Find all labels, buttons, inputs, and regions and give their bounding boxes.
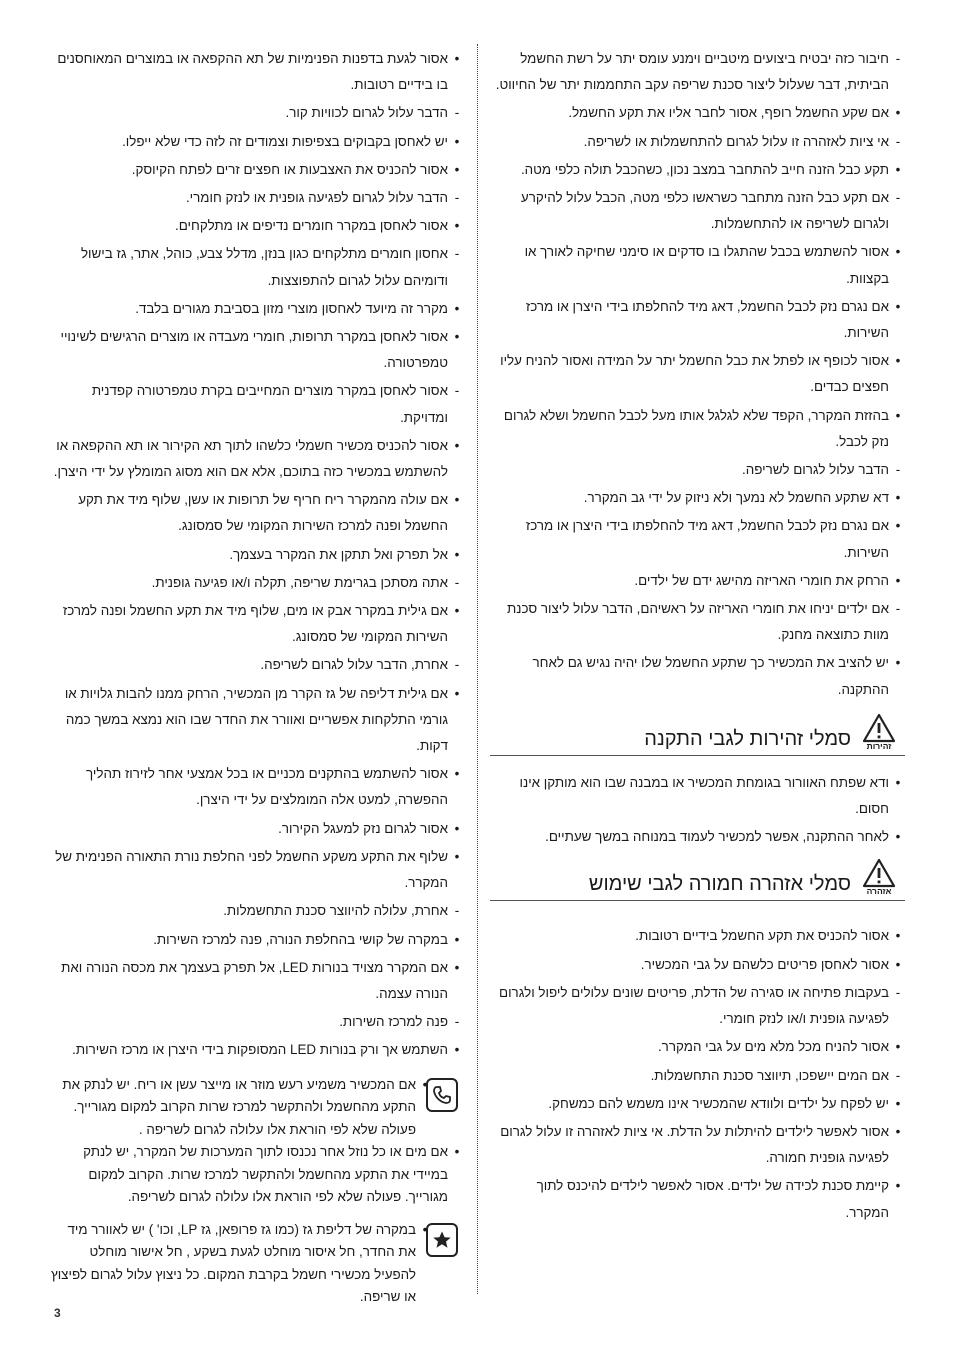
list-marker: • <box>454 329 460 345</box>
list-item <box>48 378 464 430</box>
list-item <box>48 898 464 924</box>
caution-icon-label: זהירות <box>866 740 892 751</box>
list-item-text: אסור לאפשר לילדים להיתלות על הדלת. אי ציות לאזהרה זו עלול לגרום לפגיעה גופנית חמורה. <box>500 1123 889 1166</box>
list-marker: - <box>895 601 901 617</box>
list-item <box>48 296 464 322</box>
list-item-text: אסור לאחסן במקרר תרופות, חומרי מעבדה או מוצרים הרגישים לשינויי טמפרטורה. <box>60 329 448 371</box>
list-item <box>490 1173 905 1225</box>
list-item <box>490 824 905 850</box>
list-item-text: אם נגרם נזק לכבל החשמל, דאג מיד להחלפתו בידי היצרן או מרכז השירות. <box>525 518 889 560</box>
note-item <box>48 1219 464 1309</box>
note-marker: • <box>422 1076 428 1092</box>
list-item <box>48 157 464 183</box>
list-item <box>48 542 464 568</box>
section1-list <box>490 770 905 851</box>
list-item-text: מקרר זה מיועד לאחסון מוצרי מזון בסביבת מגורים בלבד. <box>135 300 448 316</box>
right-top-list <box>490 46 905 703</box>
caution-icon-wrap <box>859 713 899 751</box>
list-item-text: אחסון חומרים מתלקחים כגון בנזן, מדלל צבע, כוהל, אתר, גז בישול ודומיהם עלול לגרום להתפוצצות. <box>80 246 448 288</box>
list-marker: • <box>895 407 901 423</box>
list-item-text: הדבר עלול לגרום לכוויות קור. <box>285 105 448 121</box>
list-marker: • <box>895 490 901 506</box>
note-item-text: במקרה של דליפת גז (כמו גז פרופאן, גז LP, וכו' ) יש לאוורר מיד את החדר, חל איסור מוחלט לגעת בשקע , חל אישור מוחלט להפעיל מכשירי חשמל בקרבת המקום. כל ניצוץ עלול לגרום לפיצוץ או שריפה. <box>50 1221 416 1305</box>
list-item <box>490 1119 905 1171</box>
list-item <box>490 348 905 400</box>
list-item-text: אחרת, הדבר עלול לגרום לשריפה. <box>260 657 448 673</box>
list-item-text: יש לאחסן בקבוקים בצפיפות וצמודים זה לזה כדי שלא ייפלו. <box>122 133 448 149</box>
list-marker: • <box>895 829 901 845</box>
list-item <box>48 46 464 98</box>
column-divider <box>477 44 478 1294</box>
left-list <box>48 46 464 1064</box>
note-text <box>48 1074 464 1209</box>
list-item-text: אסור להכניס את האצבעות או חפצים זרים לפתח הקיוסק. <box>131 161 448 177</box>
list-item <box>490 770 905 822</box>
section-title: סמלי זהירות לגבי התקנה <box>644 727 851 750</box>
list-marker: • <box>895 161 901 177</box>
list-item-text: אם תקע כבל הזנה מתחבר כשראשו כלפי מטה, הכבל עלול להיקרע ולגרום לשריפה או להתחשמלות. <box>520 190 889 232</box>
list-marker: - <box>895 984 901 1000</box>
list-item <box>490 485 905 511</box>
right-column <box>490 46 905 1228</box>
list-marker: • <box>895 655 901 671</box>
list-item-text: אסור לכופף או לפתל את כבל החשמל יתר על המידה ואסור להניח עליו חפצים כבדים. <box>500 353 889 395</box>
note-text <box>48 1219 464 1309</box>
list-item <box>48 324 464 376</box>
list-item-text: אחרת, עלולה להיווצר סכנת התחשמלות. <box>223 903 448 919</box>
list-marker: • <box>895 956 901 972</box>
list-item <box>48 598 464 650</box>
list-item-text: אסור להניח מכל מלא מים על גבי המקרר. <box>657 1039 889 1055</box>
list-marker: • <box>454 300 460 316</box>
list-item <box>490 596 905 648</box>
list-marker: • <box>895 928 901 944</box>
list-item-text: אסור לאחסן במקרר חומרים נדיפים או מתלקחים. <box>175 218 448 234</box>
list-item-text: אסור להכניס מכשיר חשמלי כלשהו לתוך תא הקירור או תא ההקפאה או להשתמש במכשיר כזה בתוכם, אלא אם הוא מסוג המומלץ על ידי היצרן. <box>53 437 448 480</box>
list-item-text: אם המקרר מצויד בנורות LED, אל תפרק בעצמך את מכסה הנורה ואת הנורה עצמה. <box>61 959 448 1001</box>
list-item-text: אם ילדים יניחו את חומרי האריזה על ראשיהם, הדבר עלול ליצור סכנת מוות כתוצאה מחנק. <box>507 601 889 643</box>
list-marker: - <box>895 133 901 149</box>
list-item <box>48 816 464 842</box>
list-marker: - <box>454 190 460 206</box>
list-marker: • <box>895 298 901 314</box>
list-item-text: השתמש אך ורק בנורות LED המסופקות בידי היצרן או מרכז השירות. <box>72 1042 448 1058</box>
warning-icon-label: אזהרה <box>866 886 892 897</box>
list-item-text: אסור להשתמש בכבל שהתגלו בו סדקים או סימני שחיקה לאורך או בקצוות. <box>524 244 889 286</box>
list-item <box>490 923 905 949</box>
list-item-text: אם גילית דליפה של גז הקרר מן המכשיר, הרחק ממנו להבות גלויות או גורמי התלקחות אפשריים ואוורר את החדר שבו הוא נמצא במשך כמה דקות. <box>64 685 448 754</box>
section-caution-installation <box>490 713 905 756</box>
warning-triangle-icon <box>862 713 896 743</box>
list-item-text: חיבור כזה יבטיח ביצועים מיטביים וימנע עומס יתר על רשת החשמל הביתית, דבר שעלול ליצור סכנת שריפה עקב התחממות יתר של החיווט. <box>495 51 889 93</box>
list-item-text: אם גילית במקרר אבק או מים, שלוף מיד את תקע החשמל ופנה למרכז השירות המקומי של סמסונג. <box>62 603 448 645</box>
list-marker: - <box>895 51 901 66</box>
note-block <box>48 1219 464 1309</box>
list-item-text: אסור לגעת בדפנות הפנימיות של תא ההקפאה או במוצרים המאוחסנים בו בידיים רטובות. <box>57 51 448 93</box>
list-item <box>48 433 464 485</box>
list-item <box>490 100 905 126</box>
list-item-text: אסור לאחסן פריטים כלשהם על גבי המכשיר. <box>640 956 889 972</box>
note-item <box>48 1141 464 1209</box>
list-item-text: אסור לאחסן במקרר מוצרים המחייבים בקרת טמפרטורה קפדנית ומדויקת. <box>91 383 448 425</box>
list-marker: - <box>454 1014 460 1030</box>
list-marker: • <box>454 492 460 508</box>
list-marker: • <box>895 1095 901 1111</box>
list-marker: • <box>454 685 460 701</box>
list-item <box>48 100 464 126</box>
list-item <box>490 185 905 237</box>
list-item-text: ודא שפתח האוורור בגומחת המכשיר או במבנה שבו הוא מותקן אינו חסום. <box>519 774 889 817</box>
list-item-text: אם עולה מהמקרר ריח חריף של תרופות או עשן, שלוף מיד את תקע החשמל ופנה למרכז השירות המקומי של סמסונג. <box>78 492 448 534</box>
list-marker: • <box>895 1039 901 1055</box>
list-marker: - <box>454 903 460 919</box>
list-marker: - <box>454 574 460 590</box>
list-item <box>48 844 464 896</box>
list-item-text: הדבר עלול לגרום לשריפה. <box>742 462 889 478</box>
list-item-text: יש לפקח על ילדים ולוודא שהמכשיר אינו משמש להם כמשחק. <box>548 1095 889 1111</box>
list-item <box>48 129 464 155</box>
list-marker: - <box>895 462 901 478</box>
list-item <box>490 239 905 291</box>
list-marker: • <box>454 437 460 453</box>
list-marker: - <box>454 105 460 121</box>
list-item <box>490 1091 905 1117</box>
note-item-text: אם המכשיר משמיע רעש מוזר או מייצר עשן או ריח. יש לנתק את התקע מהחשמל ולהתקשר למרכז שרות הקרוב למקום מגורייך. פעולה שלא לפי הוראת אלו עלולה לגרום לשריפה . <box>62 1076 416 1137</box>
list-item <box>48 681 464 760</box>
list-marker: • <box>454 931 460 947</box>
list-marker: • <box>454 820 460 836</box>
list-marker: - <box>454 383 460 399</box>
list-item <box>48 955 464 1007</box>
section-title: סמלי אזהרה חמורה לגבי שימוש <box>588 873 851 896</box>
note-item <box>48 1074 464 1142</box>
list-item-text: אתה מסתכן בגרימת שריפה, תקלה ו/או פגיעה גופנית. <box>151 574 448 590</box>
list-marker: • <box>895 105 901 121</box>
list-marker: • <box>454 959 460 975</box>
note-marker: • <box>422 1221 428 1237</box>
list-item-text: הדבר עלול לגרום לפגיעה גופנית או לנזק חומרי. <box>185 190 448 206</box>
list-item <box>490 1063 905 1089</box>
list-item <box>490 157 905 183</box>
list-item <box>48 570 464 596</box>
list-marker: • <box>454 218 460 234</box>
list-marker: • <box>454 546 460 562</box>
left-notes <box>48 1074 464 1309</box>
list-item <box>48 213 464 239</box>
list-item-text: שלוף את התקע משקע החשמל לפני החלפת נורת התאורה הפנימית של המקרר. <box>55 848 448 891</box>
list-marker: - <box>895 190 901 206</box>
list-marker: • <box>454 848 460 864</box>
list-item <box>48 761 464 813</box>
list-item <box>490 457 905 483</box>
list-item-text: דא שתקע החשמל לא נמעך ולא ניזוק על ידי גב המקרר. <box>583 490 889 506</box>
warning-icon-wrap <box>859 858 899 896</box>
list-item <box>490 403 905 455</box>
list-marker: - <box>454 657 460 673</box>
list-marker: • <box>454 161 460 177</box>
list-item <box>490 129 905 155</box>
list-item-text: אי ציות לאזהרה זו עלול לגרום להתחשמלות או לשריפה. <box>583 133 889 149</box>
list-item <box>490 952 905 978</box>
list-item-text: אם שקע החשמל רופף, אסור לחבר אליו את תקע החשמל. <box>568 105 889 121</box>
note-item-text: אם מים או כל נוזל אחר נכנסו לתוך המערכות של המקרר, יש לנתק במיידי את התקע מהחשמל ולהתקשר למרכז שרות. הקרוב למקום מגורייך. פעולה שלא לפי הוראת אלו עלולה לגרום לשריפה. <box>83 1144 448 1205</box>
list-item-text: הרחק את חומרי האריזה מהישג ידם של ילדים. <box>634 572 889 588</box>
left-column <box>48 46 464 1309</box>
list-marker: - <box>895 1067 901 1083</box>
list-item <box>48 927 464 953</box>
list-item-text: במקרה של קושי בהחלפת הנורה, פנה למרכז השירות. <box>153 931 448 947</box>
section2-list <box>490 923 905 1225</box>
list-marker: - <box>454 246 460 262</box>
list-marker: • <box>895 518 901 534</box>
list-item <box>48 241 464 293</box>
page-number: 3 <box>54 1306 61 1320</box>
list-item-text: אם נגרם נזק לכבל החשמל, דאג מיד להחלפתו בידי היצרן או מרכז השירות. <box>525 298 889 341</box>
list-marker: • <box>895 572 901 588</box>
list-item-text: בעקבות פתיחה או סגירה של הדלת, פריטים שונים עלולים ליפול ולגרום לפגיעה גופנית ו/או לנזק חומרי. <box>499 984 889 1027</box>
list-marker: • <box>895 244 901 260</box>
list-item <box>48 1009 464 1035</box>
list-marker: • <box>454 1042 460 1058</box>
list-item-text: קיימת סכנת לכידה של ילדים. אסור לאפשר לילדים להיכנס לתוך המקרר. <box>536 1178 889 1220</box>
list-item <box>48 652 464 678</box>
list-item <box>490 294 905 346</box>
list-marker: • <box>454 603 460 619</box>
list-marker: • <box>454 766 460 782</box>
list-marker: • <box>895 353 901 369</box>
list-item-text: בהזזת המקרר, הקפד שלא לגלגל אותו מעל לכבל החשמל ושלא לגרום נזק לכבל. <box>503 407 889 449</box>
list-item-text: פנה למרכז השירות. <box>339 1014 448 1030</box>
list-item-text: לאחר ההתקנה, אפשר למכשיר לעמוד במנוחה במשך שעתיים. <box>545 829 889 845</box>
list-item-text: אסור לגרום נזק למעגל הקירור. <box>278 820 448 836</box>
list-item <box>48 1037 464 1063</box>
list-item-text: אל תפרק ואל תתקן את המקרר בעצמך. <box>229 546 448 562</box>
list-marker: • <box>895 774 901 790</box>
list-item <box>48 487 464 539</box>
list-item <box>490 568 905 594</box>
list-item-text: אסור להכניס את תקע החשמל בידיים רטובות. <box>635 928 889 944</box>
note-marker: • <box>454 1144 460 1160</box>
list-item <box>490 513 905 565</box>
list-item-text: תקע כבל הזנה חייב להתחבר במצב נכון, כשהכבל תולה כלפי מטה. <box>520 161 889 177</box>
list-item <box>490 46 905 98</box>
list-item <box>490 1034 905 1060</box>
list-item <box>48 185 464 211</box>
note-block <box>48 1074 464 1209</box>
list-marker: • <box>895 1123 901 1139</box>
list-marker: • <box>895 1178 901 1194</box>
section-warning-usage <box>490 858 905 901</box>
list-item <box>490 980 905 1032</box>
list-item-text: אסור להשתמש בהתקנים מכניים או בכל אמצעי אחר לזירוז תהליך ההפשרה, למעט אלה המומלצים על ידי היצרן. <box>86 766 448 808</box>
list-item-text: יש להציב את המכשיר כך שתקע החשמל שלו יהיה נגיש גם לאחר ההתקנה. <box>532 655 889 697</box>
list-item <box>490 650 905 702</box>
list-marker: • <box>454 51 460 66</box>
list-item-text: אם המים יישפכו, תיווצר סכנת התחשמלות. <box>650 1067 889 1083</box>
list-marker: • <box>454 133 460 149</box>
warning-triangle-icon <box>862 858 896 888</box>
